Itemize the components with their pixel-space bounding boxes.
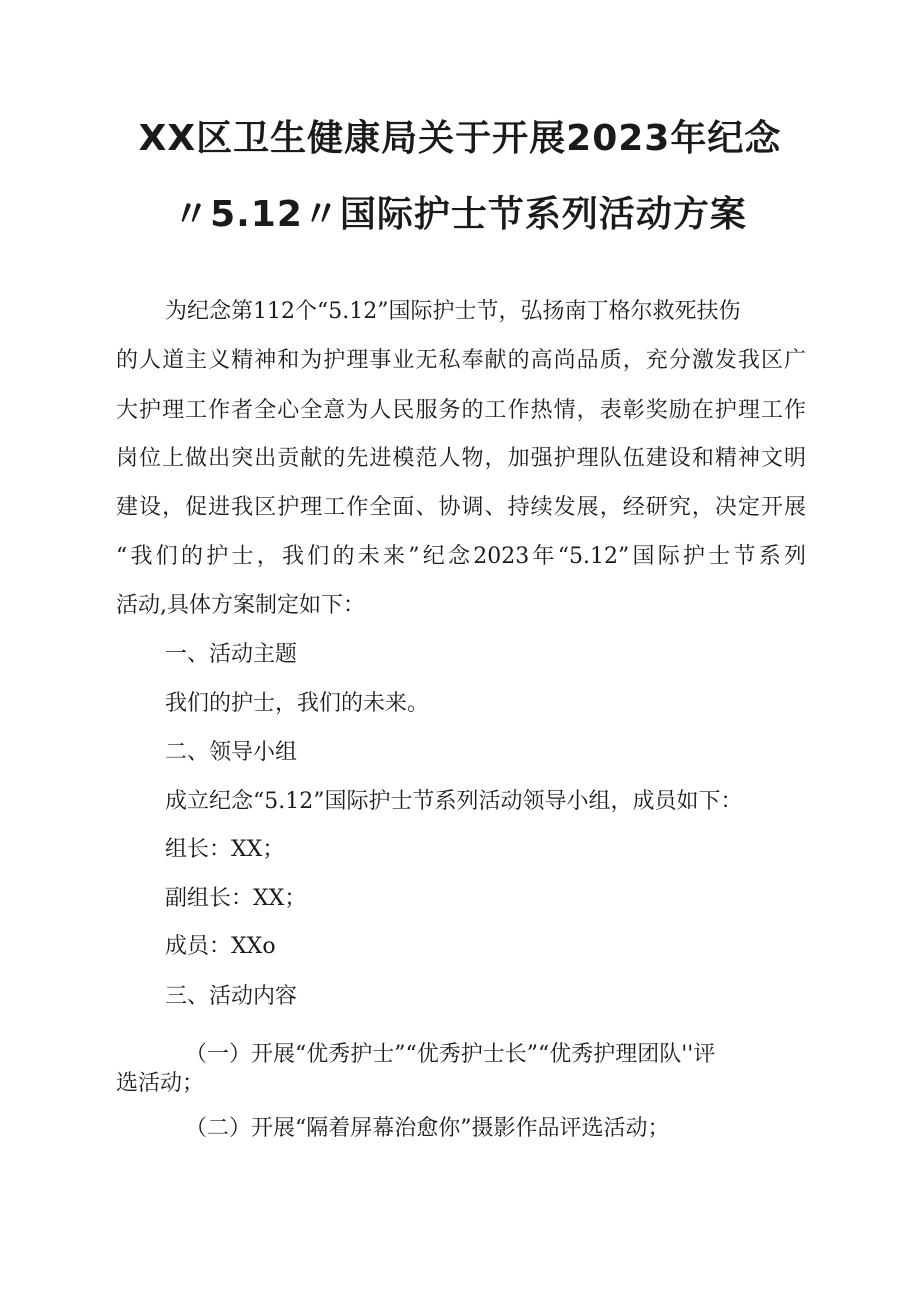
- intro-paragraph-line-1: 为纪念第112个“5.12”国际护士节，弘扬南丁格尔救死扶伤: [165, 299, 741, 324]
- section-2-text: 成立纪念“5.12”国际护士节系列活动领导小组，成员如下：: [165, 789, 743, 814]
- document-title-line-1: XX区卫生健康局关于开展2023年纪念: [138, 118, 782, 159]
- activity-item-1-line-2: 选活动；: [116, 1071, 205, 1096]
- intro-paragraph-line-5: 建设，促进我区护理工作全面、协调、持续发展，经研究，决定开展: [116, 495, 806, 520]
- members-line: 成员：XXo: [165, 934, 276, 959]
- activity-item-2: （二）开展“隔着屏幕治愈你”摄影作品评选活动；: [185, 1116, 670, 1141]
- section-3-heading: 三、活动内容: [165, 984, 298, 1009]
- section-1-text: 我们的护士，我们的未来。: [165, 691, 430, 716]
- intro-paragraph-line-2: 的人道主义精神和为护理事业无私奉献的高尚品质，充分激发我区广: [116, 348, 806, 373]
- section-2-heading: 二、领导小组: [165, 740, 298, 765]
- intro-paragraph-line-3: 大护理工作者全心全意为人民服务的工作热情，表彰奖励在护理工作: [116, 398, 806, 423]
- activity-item-1-line-1: （一）开展“优秀护士”“优秀护士长”“优秀护理团队''评: [185, 1042, 716, 1067]
- deputy-leader-line: 副组长：XX；: [165, 886, 307, 911]
- document-title-line-2: 〃5.12〃国际护士节系列活动方案: [173, 194, 747, 235]
- intro-paragraph-line-4: 岗位上做出突出贡献的先进模范人物，加强护理队伍建设和精神文明: [116, 446, 806, 471]
- intro-paragraph-line-6: “我们的护士，我们的未来”纪念2023年“5.12”国际护士节系列: [116, 544, 806, 569]
- intro-paragraph-line-7: 活动,具体方案制定如下：: [116, 593, 365, 618]
- leader-line: 组长：XX；: [165, 837, 285, 862]
- section-1-heading: 一、活动主题: [165, 642, 298, 667]
